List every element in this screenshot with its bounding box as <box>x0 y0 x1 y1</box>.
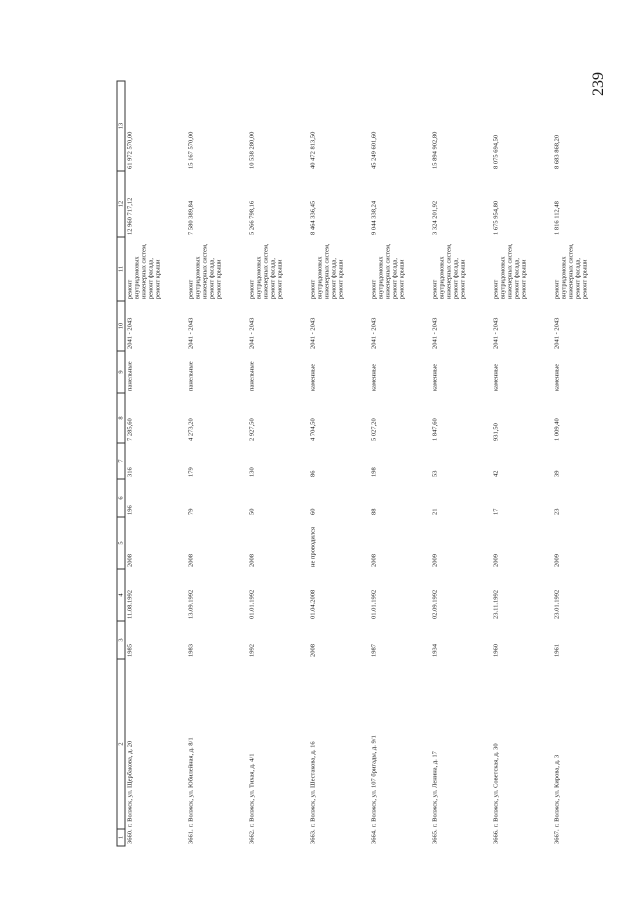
table-body <box>117 81 614 846</box>
cell-value-col-6: 17 <box>492 508 500 515</box>
cell-repair-period: 2041 - 2043 <box>309 317 317 349</box>
cell-repair-period: 2041 - 2043 <box>492 317 500 349</box>
cell-value-col-7: 198 <box>370 467 378 477</box>
cell-value-col-6: 88 <box>370 508 378 515</box>
cell-year-built: 1987 <box>370 644 378 657</box>
column-header: 2 <box>117 659 125 829</box>
table-row <box>125 81 187 846</box>
cell-value-col-6: 196 <box>126 505 134 515</box>
cell-privatization-date: 01.01.1992 <box>248 589 256 619</box>
cell-cost: 1 675 954,80 <box>492 200 500 235</box>
cell-total-cost: 15 894 902,80 <box>431 131 439 169</box>
cell-row-id: 3666. <box>492 829 500 844</box>
cell-value-col-6: 79 <box>187 508 195 515</box>
cell-year-built: 1983 <box>187 644 195 657</box>
cell-last-repair-year: 2008 <box>248 554 256 567</box>
table-row <box>553 81 614 846</box>
cell-repair-works: ремонт внутридомовых инженерных систем, ремонт фасада, ремонт крыши <box>248 243 284 299</box>
cell-value-col-7: 316 <box>126 467 134 477</box>
cell-value-col-6: 23 <box>553 508 561 515</box>
cell-repair-period: 2041 - 2043 <box>370 317 378 349</box>
cell-year-built: 1961 <box>553 644 561 657</box>
cell-year-built: 2008 <box>309 644 317 657</box>
cell-value-col-6: 21 <box>431 508 439 515</box>
cell-last-repair-year: 2009 <box>431 554 439 567</box>
cell-address: г. Волжск, ул. 107 бригады, д. 9/1 <box>370 735 378 827</box>
cell-repair-works: ремонт внутридомовых инженерных систем, ремонт фасада, ремонт крыши <box>553 243 589 299</box>
cell-address: г. Волжск, ул. Щербакова, д. 20 <box>126 740 134 827</box>
cell-value-col-7: 179 <box>187 467 195 477</box>
cell-privatization-date: 13.09.1992 <box>187 589 195 619</box>
cell-area: 931,50 <box>492 423 500 441</box>
cell-last-repair-year: не проводился <box>309 527 317 567</box>
cell-value-col-6: 60 <box>309 508 317 515</box>
cell-total-cost: 40 472 813,50 <box>309 131 317 169</box>
column-header: 4 <box>117 569 125 621</box>
cell-last-repair-year: 2008 <box>126 554 134 567</box>
cell-area: 2 927,50 <box>248 418 256 441</box>
cell-total-cost: 15 167 570,00 <box>187 131 195 169</box>
cell-repair-works: ремонт внутридомовых инженерных систем, ремонт фасада, ремонт крыши <box>126 243 162 299</box>
cell-value-col-7: 53 <box>431 470 439 477</box>
cell-repair-works: ремонт внутридомовых инженерных систем, ремонт фасада, ремонт крыши <box>370 243 406 299</box>
column-header: 5 <box>117 517 125 569</box>
cell-year-built: 1934 <box>431 644 439 657</box>
cell-total-cost: 8 683 868,20 <box>553 134 561 169</box>
repair-schedule-table <box>117 81 614 847</box>
cell-privatization-date: 01.01.1992 <box>370 589 378 619</box>
table-row <box>370 81 431 846</box>
cell-area: 4 273,20 <box>187 418 195 441</box>
cell-wall-material: панельные <box>248 361 256 391</box>
cell-value-col-7: 86 <box>309 470 317 477</box>
cell-cost: 7 580 389,84 <box>187 200 195 235</box>
cell-cost: 5 266 798,16 <box>248 200 256 235</box>
cell-wall-material: каменные <box>309 363 317 391</box>
cell-repair-works: ремонт внутридомовых инженерных систем, ремонт фасада, ремонт крыши <box>309 243 345 299</box>
cell-repair-works: ремонт внутридомовых инженерных систем, ремонт фасада, ремонт крыши <box>187 243 223 299</box>
cell-value-col-7: 130 <box>248 467 256 477</box>
cell-last-repair-year: 2008 <box>187 554 195 567</box>
cell-privatization-date: 23.01.1992 <box>553 589 561 619</box>
cell-privatization-date: 02.09.1992 <box>431 589 439 619</box>
cell-cost: 1 816 112,48 <box>553 201 561 235</box>
cell-repair-period: 2041 - 2043 <box>248 317 256 349</box>
column-header: 1 <box>117 829 125 846</box>
column-header: 11 <box>117 237 125 301</box>
cell-value-col-7: 39 <box>553 470 561 477</box>
cell-repair-period: 2041 - 2043 <box>126 317 134 349</box>
cell-row-id: 3663. <box>309 829 317 844</box>
cell-total-cost: 45 249 601,60 <box>370 131 378 169</box>
cell-year-built: 1960 <box>492 644 500 657</box>
cell-area: 4 704,50 <box>309 418 317 441</box>
cell-wall-material: панельные <box>187 361 195 391</box>
cell-repair-works: ремонт внутридомовых инженерных систем, ремонт фасада, ремонт крыши <box>492 243 528 299</box>
cell-wall-material: каменные <box>553 363 561 391</box>
cell-value-col-7: 42 <box>492 470 500 477</box>
cell-last-repair-year: 2009 <box>492 554 500 567</box>
cell-address: г. Волжск, ул. Юбилейная, д. 8/1 <box>187 737 195 827</box>
column-header: 10 <box>117 301 125 351</box>
column-number-row <box>117 81 125 846</box>
cell-privatization-date: 23.11.1992 <box>492 589 500 619</box>
table-row <box>431 81 492 846</box>
table-row <box>492 81 553 846</box>
cell-cost: 12 960 717,12 <box>126 197 134 235</box>
cell-privatization-date: 11.08.1992 <box>126 589 134 619</box>
table-row <box>248 81 309 846</box>
cell-year-built: 1985 <box>126 644 134 657</box>
cell-cost: 8 464 336,45 <box>309 200 317 235</box>
column-header: 13 <box>117 81 125 171</box>
table-row <box>309 81 370 846</box>
table-row <box>187 81 248 846</box>
page-number: 239 <box>590 72 607 96</box>
cell-row-id: 3660. <box>126 829 134 844</box>
cell-wall-material: каменные <box>492 363 500 391</box>
cell-row-id: 3665. <box>431 829 439 844</box>
cell-area: 5 027,20 <box>370 418 378 441</box>
cell-address: г. Волжск, ул. Кирова, д. 3 <box>553 754 561 827</box>
cell-address: г. Волжск, ул. Шестакова, д. 16 <box>309 741 317 827</box>
column-header: 6 <box>117 479 125 517</box>
column-header: 8 <box>117 393 125 443</box>
rotated-table-frame <box>117 82 605 847</box>
cell-total-cost: 61 972 570,00 <box>126 131 134 169</box>
cell-repair-works: ремонт внутридомовых инженерных систем, ремонт фасада, ремонт крыши <box>431 243 467 299</box>
cell-last-repair-year: 2009 <box>553 554 561 567</box>
cell-row-id: 3661. <box>187 829 195 844</box>
column-header: 9 <box>117 351 125 393</box>
cell-row-id: 3664. <box>370 829 378 844</box>
cell-total-cost: 8 075 694,50 <box>492 134 500 169</box>
cell-address: г. Волжск, ул. Советская, д. 30 <box>492 743 500 827</box>
cell-row-id: 3662. <box>248 829 256 844</box>
cell-area: 1 847,60 <box>431 418 439 441</box>
cell-repair-period: 2041 - 2043 <box>431 317 439 349</box>
cell-row-id: 3667. <box>553 829 561 844</box>
cell-cost: 9 044 338,24 <box>370 200 378 235</box>
column-header: 12 <box>117 171 125 237</box>
column-header: 3 <box>117 621 125 659</box>
cell-wall-material: каменные <box>370 363 378 391</box>
cell-year-built: 1992 <box>248 644 256 657</box>
cell-area: 1 009,40 <box>553 418 561 441</box>
cell-repair-period: 2041 - 2043 <box>187 317 195 349</box>
cell-address: г. Волжск, ул. Ленина, д. 17 <box>431 751 439 827</box>
cell-wall-material: панельные <box>126 361 134 391</box>
cell-last-repair-year: 2008 <box>370 554 378 567</box>
cell-privatization-date: 01.04.2008 <box>309 589 317 619</box>
cell-address: г. Волжск, ул. Тихая, д. 4/1 <box>248 753 256 827</box>
cell-cost: 3 324 201,92 <box>431 200 439 235</box>
cell-repair-period: 2041 - 2043 <box>553 317 561 349</box>
cell-value-col-6: 50 <box>248 508 256 515</box>
cell-area: 7 285,60 <box>126 418 134 441</box>
cell-wall-material: каменные <box>431 363 439 391</box>
column-header: 7 <box>117 443 125 479</box>
cell-total-cost: 10 538 280,00 <box>248 131 256 169</box>
